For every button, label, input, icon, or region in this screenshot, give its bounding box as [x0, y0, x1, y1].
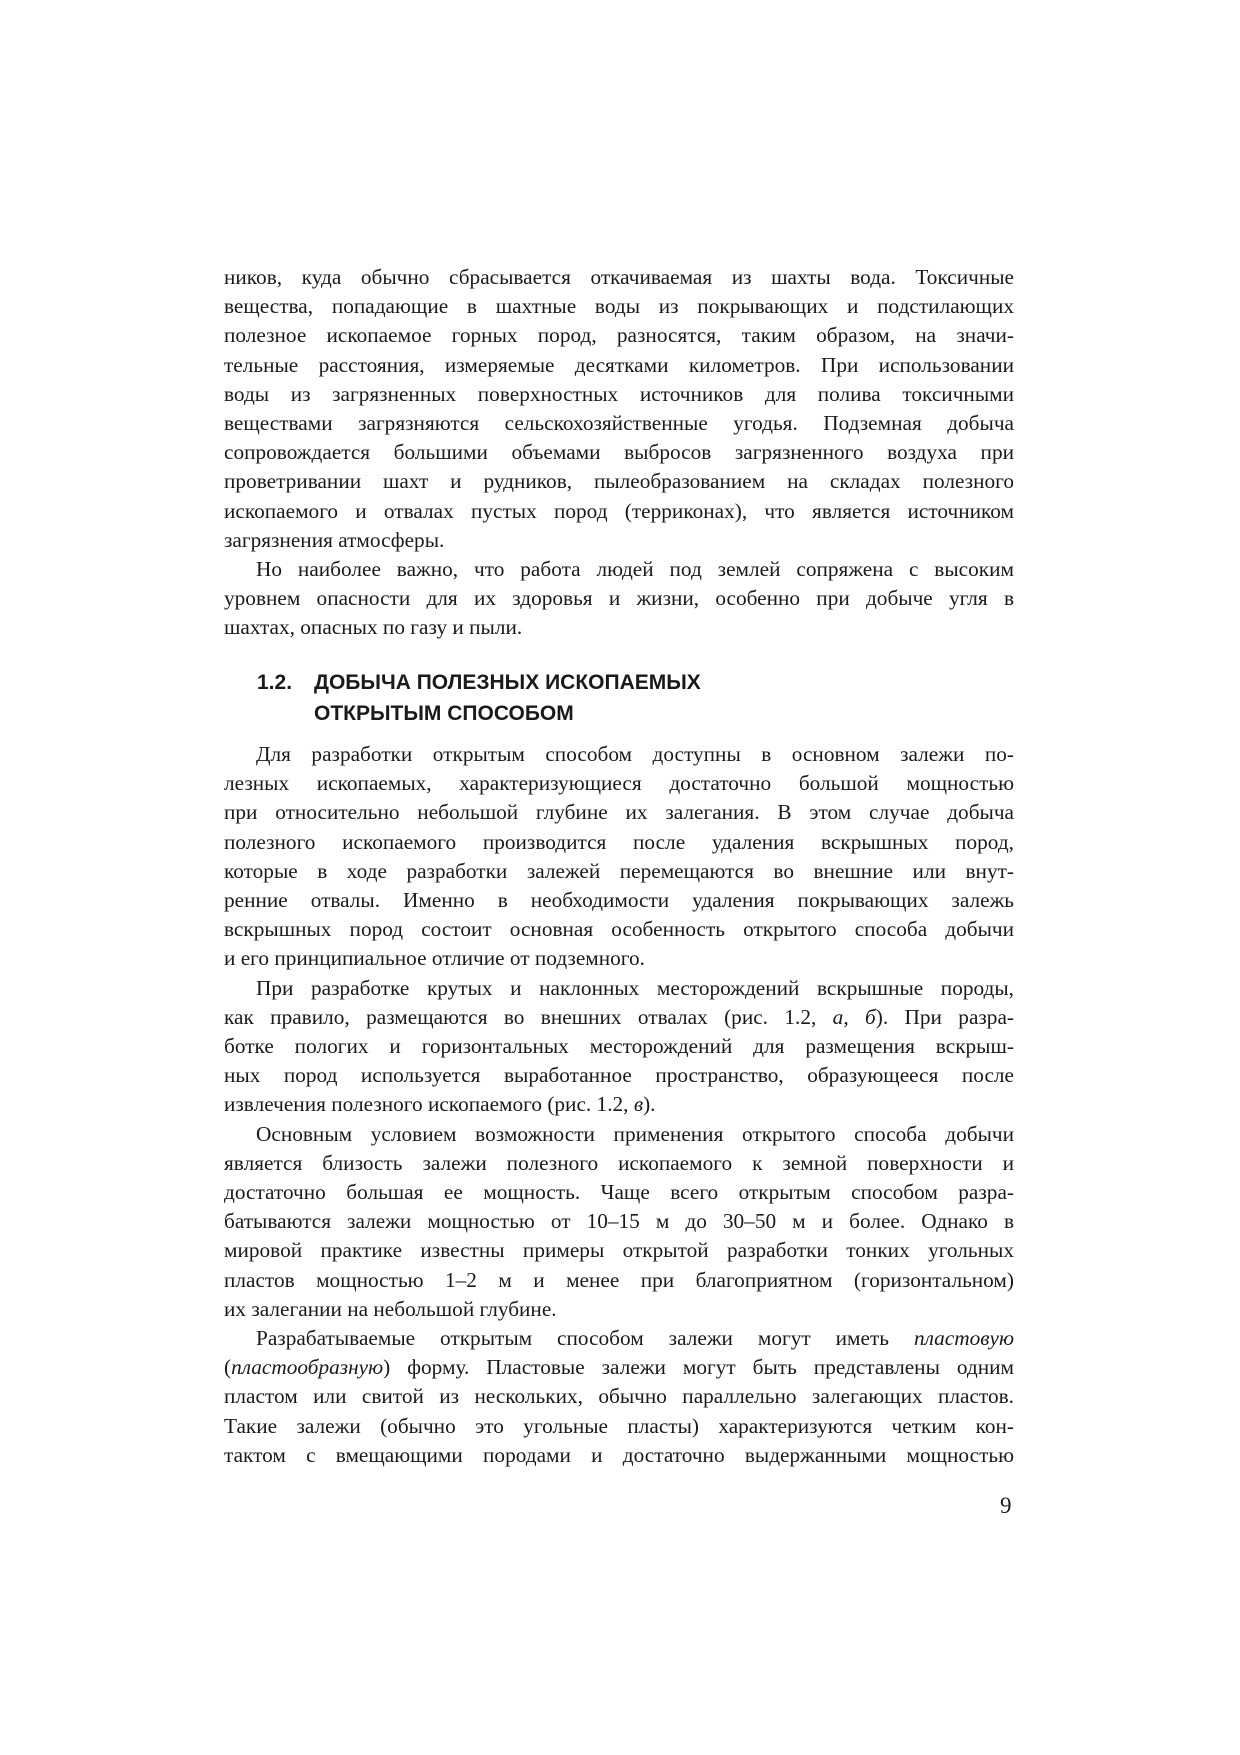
italic-term: пластообразную [231, 1355, 384, 1380]
text-line: и его принципиальное отличие от подземного. [224, 946, 645, 971]
text-line: Такие залежи (обычно это угольные пласты) характеризуются четким кон- [224, 1413, 1014, 1438]
section-title-line-1: ДОБЫЧА ПОЛЕЗНЫХ ИСКОПАЕМЫХ [314, 671, 701, 694]
text-line [224, 1003, 1014, 1032]
text-run: как правило, размещаются во внешних отвалах (рис. 1.2, [224, 1004, 833, 1029]
text-line: тельные расстояния, измеряемые десятками километров. При использовании [224, 352, 1014, 377]
text-line: пластом или свитой из нескольких, обычно параллельно залегающих пластов. [224, 1384, 1014, 1409]
text-line [224, 1090, 1014, 1119]
page-number: 9 [1000, 1493, 1012, 1518]
bottom-text-block [224, 740, 1014, 1470]
figure-ref-a: а [832, 1004, 844, 1029]
figure-ref-b: б [865, 1004, 876, 1029]
text-line: батываются залежи мощностью от 10–15 м до 30–50 м и более. Однако в [224, 1209, 1014, 1234]
paragraph-2 [224, 555, 1014, 643]
text-line: ботке пологих и горизонтальных месторождений для размещения вскрыш- [224, 1034, 1014, 1059]
text-line: вскрышных пород состоит основная особенность открытого способа добычи [224, 917, 1014, 942]
text-line: полезное ископаемое горных пород, разносятся, таким образом, на значи- [224, 323, 1014, 348]
text-line: При разработке крутых и наклонных месторождений вскрышные породы, [256, 975, 1014, 1000]
text-line: веществами загрязняются сельскохозяйственные угодья. Подземная добыча [224, 411, 1014, 436]
text-line: лезных ископаемых, характеризующиеся достаточно большой мощностью [224, 771, 1014, 796]
text-run: ). При разра- [875, 1004, 1014, 1029]
text-line: является близость залежи полезного ископаемого к земной поверхности и [224, 1150, 1014, 1175]
text-line: которые в ходе разработки залежей перемещаются во внешние или внут- [224, 858, 1014, 883]
text-line: Основным условием возможности применения открытого способа добычи [256, 1121, 1014, 1146]
text-line: ископаемого и отвалах пустых пород (терриконах), что является источником [224, 498, 1014, 523]
figure-ref-v: в [633, 1092, 644, 1117]
text-line [224, 1353, 1014, 1382]
text-line: достаточно большая ее мощность. Чаще всего открытым способом разра- [224, 1180, 1014, 1205]
text-line: воды из загрязненных поверхностных источников для полива токсичными [224, 381, 1014, 406]
text-line: сопровождается большими объемами выбросов загрязненного воздуха при [224, 440, 1014, 465]
paragraph-5 [224, 1120, 1014, 1324]
text-run: ( [224, 1355, 232, 1380]
text-line: уровнем опасности для их здоровья и жизни, особенно при добыче угля в [224, 586, 1014, 611]
text-line: ренние отвалы. Именно в необходимости удаления покрывающих залежь [224, 888, 1014, 913]
text-line: при относительно небольшой глубине их залегания. В этом случае добыча [224, 800, 1014, 825]
paragraph-3 [224, 740, 1014, 974]
text-line [256, 1324, 1014, 1353]
text-line: ных пород используется выработанное пространство, образующееся после [224, 1063, 1014, 1088]
text-run: ) форму. Пластовые залежи могут быть представлены одним [383, 1355, 1014, 1380]
section-title-line-2: ОТКРЫТЫМ СПОСОБОМ [314, 702, 574, 725]
paragraph-4 [224, 974, 1014, 1120]
text-line: мировой практике известны примеры открытой разработки тонких угольных [224, 1238, 1014, 1263]
paragraph-6 [224, 1324, 1014, 1470]
text-line: вещества, попадающие в шахтные воды из покрывающих и подстилающих [224, 294, 1014, 319]
text-line: ников, куда обычно сбрасывается откачиваемая из шахты вода. Токсичные [224, 265, 1014, 289]
text-line: их залегании на небольшой глубине. [224, 1296, 557, 1321]
top-text-block [224, 263, 1014, 643]
italic-term: пластовую [913, 1326, 1014, 1351]
text-run: , [843, 1004, 866, 1029]
text-line: загрязнения атмосферы. [224, 527, 445, 552]
section-number: 1.2. [257, 671, 293, 694]
section-heading [257, 667, 701, 729]
text-run: Разрабатываемые открытым способом залежи могут иметь [256, 1326, 914, 1351]
text-line: проветривании шахт и рудников, пылеобразованием на складах полезного [224, 469, 1014, 494]
text-line: пластов мощностью 1–2 м и менее при благоприятном (горизонтальном) [224, 1267, 1014, 1292]
text-line: тактом с вмещающими породами и достаточно выдержанными мощностью [224, 1442, 1014, 1467]
text-line: шахтах, опасных по газу и пыли. [224, 615, 523, 640]
text-run: ). [643, 1092, 656, 1117]
text-line: полезного ископаемого производится после удаления вскрышных пород, [224, 829, 1014, 854]
text-line: Но наиболее важно, что работа людей под землей сопряжена с высоким [256, 557, 1014, 582]
paragraph-1 [224, 263, 1014, 555]
text-run: извлечения полезного ископаемого (рис. 1.2, [224, 1092, 634, 1117]
text-line: Для разработки открытым способом доступны в основном залежи по- [256, 742, 1014, 766]
